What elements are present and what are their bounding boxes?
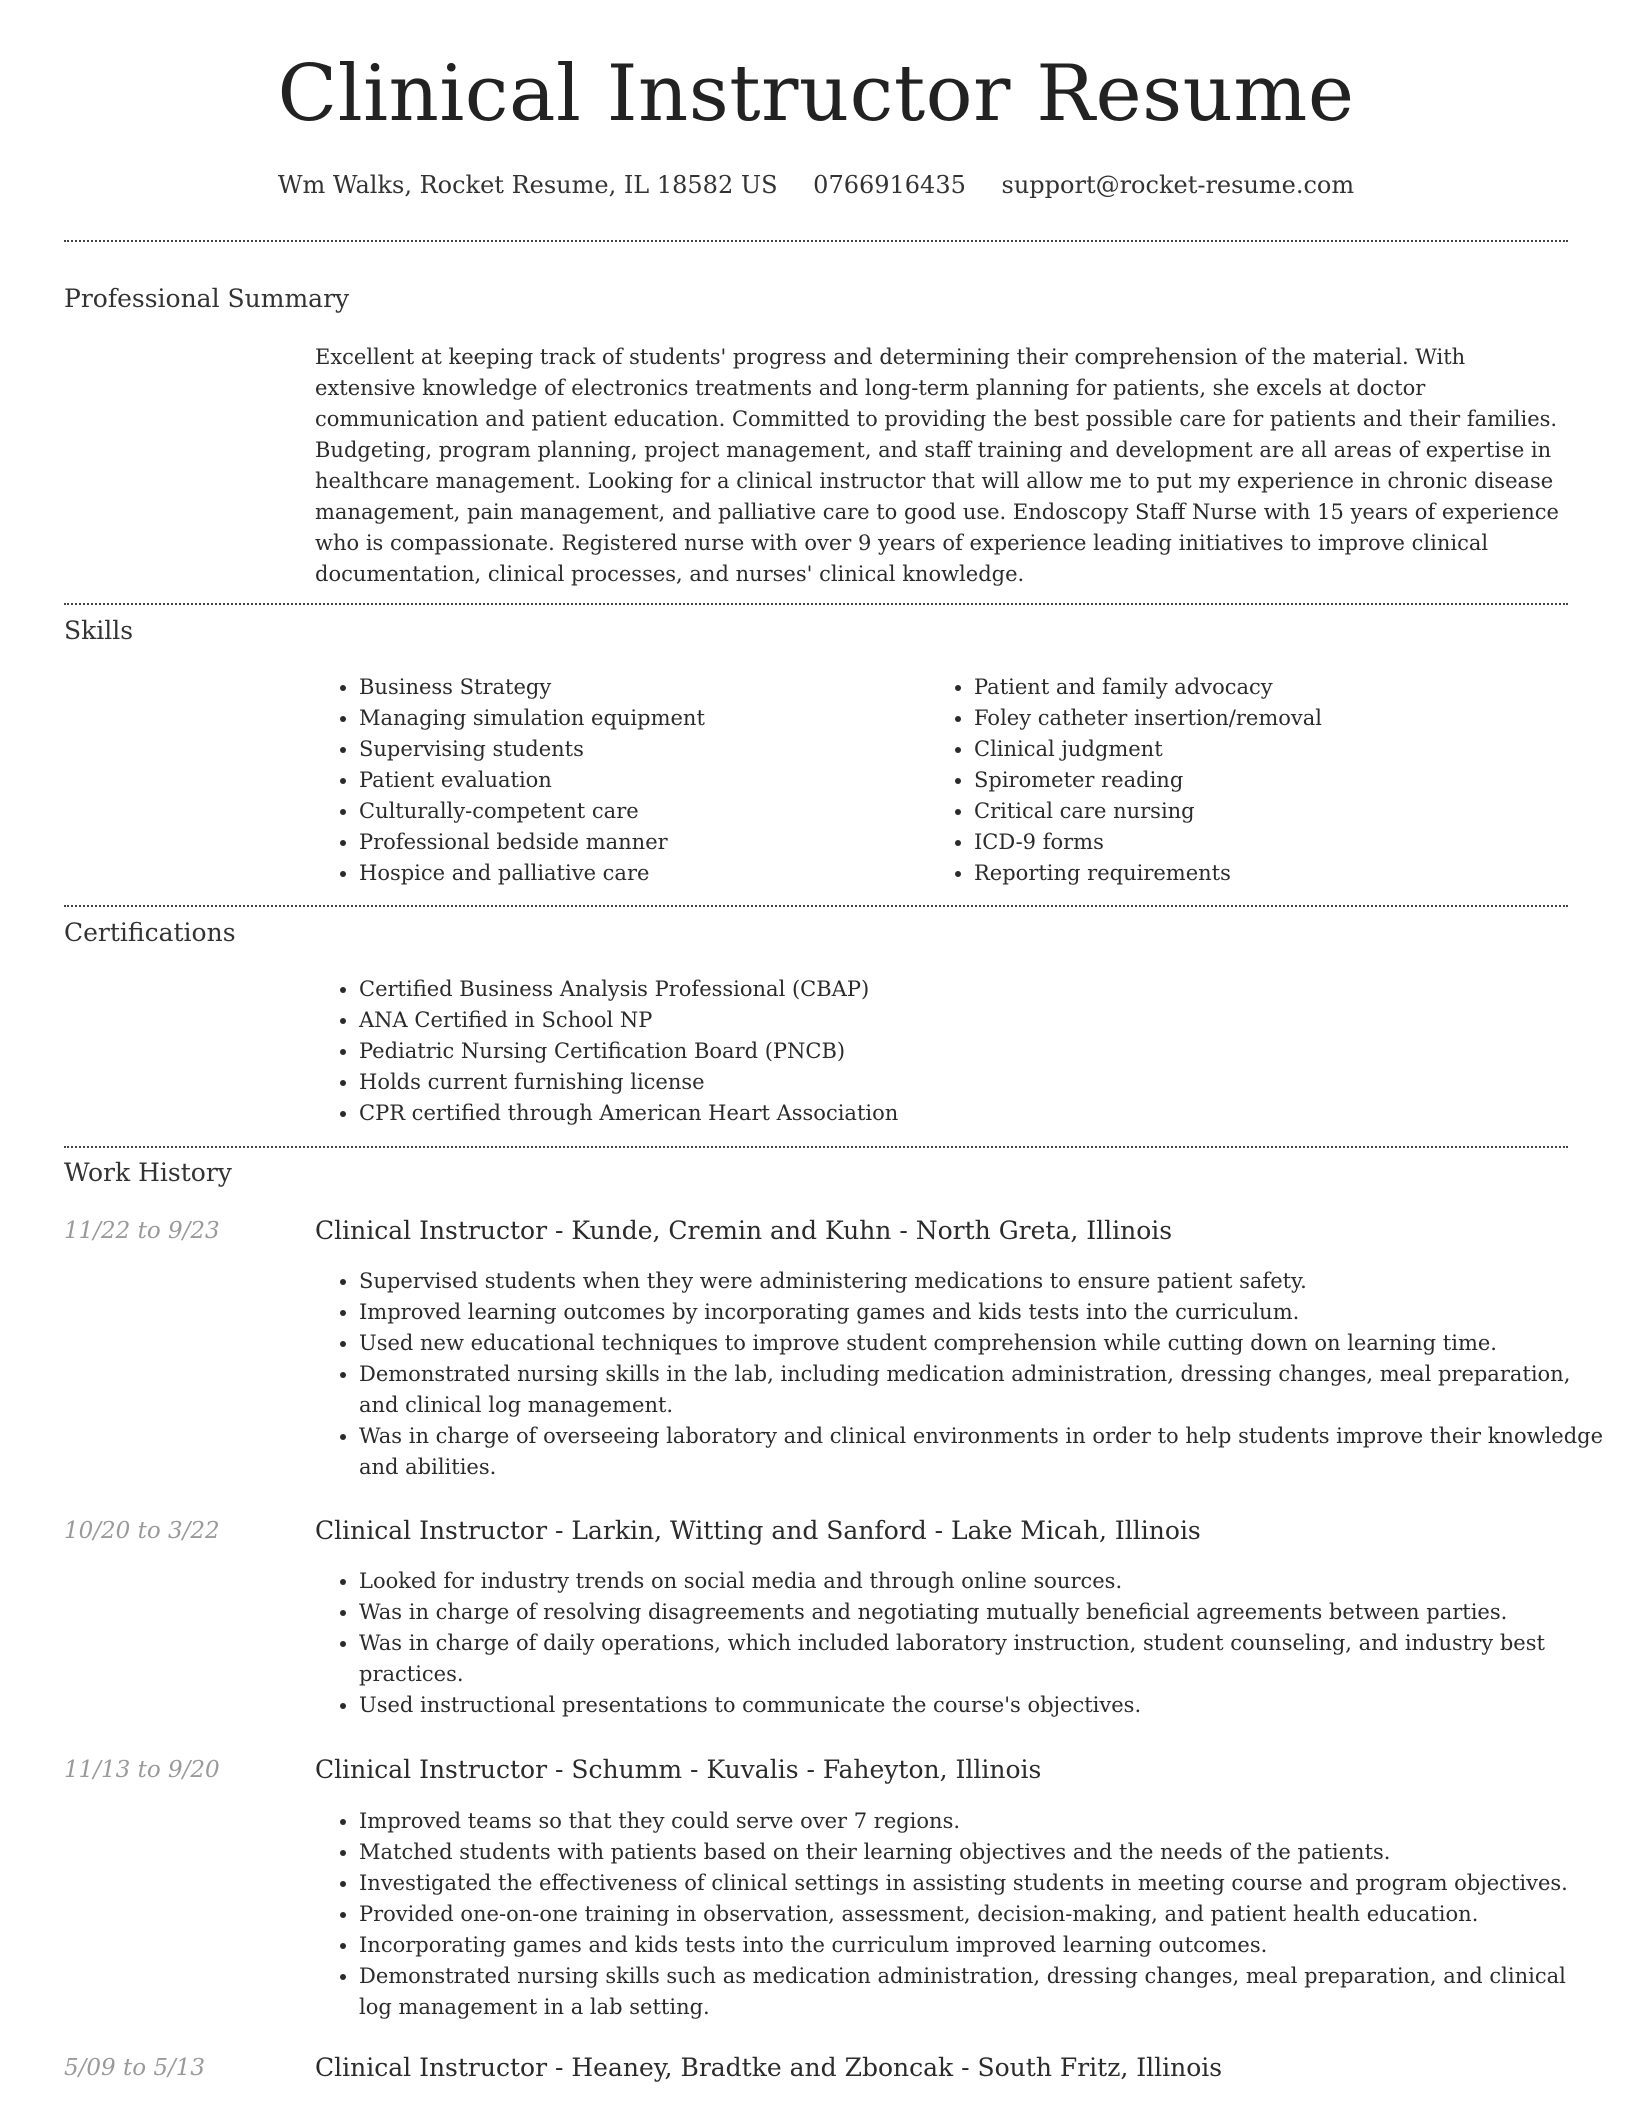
skill-item: • ICD-9 forms	[974, 827, 1594, 858]
divider	[64, 240, 1568, 242]
section-title-certifications: Certifications	[64, 918, 236, 947]
job-title: Clinical Instructor - Schumm - Kuvalis - Faheyton, Illinois	[315, 1755, 1042, 1784]
job-bullet: • Used instructional presentations to communicate the course's objectives.	[359, 1690, 1604, 1721]
job-bullet: • Was in charge of daily operations, which included laboratory instruction, student counseling, and industry best practices.	[359, 1628, 1604, 1690]
certification-item: • ANA Certified in School NP	[359, 1005, 1604, 1036]
job-bullet: • Supervised students when they were administering medications to ensure patient safety.	[359, 1266, 1604, 1297]
skill-item: • Patient evaluation	[359, 765, 919, 796]
job-dates: 11/22 to 9/23	[64, 1218, 220, 1244]
contact-email: support@rocket-resume.com	[1001, 171, 1355, 199]
section-title-skills: Skills	[64, 616, 134, 645]
skill-item: • Hospice and palliative care	[359, 858, 919, 889]
job-bullet: • Was in charge of overseeing laboratory and clinical environments in order to help students improve their knowledge and abilities.	[359, 1421, 1604, 1483]
skill-item: • Managing simulation equipment	[359, 703, 919, 734]
certification-item: • CPR certified through American Heart Association	[359, 1098, 1604, 1129]
certification-item: • Holds current furnishing license	[359, 1067, 1604, 1098]
job-dates: 11/13 to 9/20	[64, 1757, 220, 1783]
job-bullet: • Incorporating games and kids tests into the curriculum improved learning outcomes.	[359, 1930, 1604, 1961]
job-bullet: • Used new educational techniques to improve student comprehension while cutting down on learning time.	[359, 1328, 1604, 1359]
skills-list-right	[930, 672, 1594, 889]
skill-item: • Spirometer reading	[974, 765, 1594, 796]
job-title: Clinical Instructor - Kunde, Cremin and Kuhn - North Greta, Illinois	[315, 1216, 1173, 1245]
job-bullet: • Matched students with patients based on their learning objectives and the needs of the patients.	[359, 1837, 1604, 1868]
contact-phone: 0766916435	[813, 171, 966, 199]
skill-item: • Clinical judgment	[974, 734, 1594, 765]
certification-item: • Pediatric Nursing Certification Board (PNCB)	[359, 1036, 1604, 1067]
job-bullets	[315, 1266, 1604, 1483]
job-bullet: • Provided one-on-one training in observation, assessment, decision-making, and patient health education.	[359, 1899, 1604, 1930]
job-dates: 5/09 to 5/13	[64, 2055, 206, 2081]
summary-text: Excellent at keeping track of students' progress and determining their comprehension of the material. With extensive knowledge of electronics treatments and long-term planning for patients, she excels at doctor communication and patient education. Committed to providing the best possible care for patients and their families. Budgeting, program planning, project management, and staff training and development are all areas of expertise in healthcare management. Looking for a clinical instructor that will allow me to put my experience in chronic disease management, pain management, and palliative care to good use. Endoscopy Staff Nurse with 15 years of experience who is compassionate. Registered nurse with over 9 years of experience leading initiatives to improve clinical documentation, clinical processes, and nurses' clinical knowledge.	[315, 345, 1559, 586]
divider	[64, 905, 1568, 907]
job-bullet: • Improved teams so that they could serve over 7 regions.	[359, 1806, 1604, 1837]
job-title: Clinical Instructor - Larkin, Witting and Sanford - Lake Micah, Illinois	[315, 1516, 1201, 1545]
job-bullet: • Looked for industry trends on social media and through online sources.	[359, 1566, 1604, 1597]
skill-item: • Supervising students	[359, 734, 919, 765]
skill-item: • Foley catheter insertion/removal	[974, 703, 1594, 734]
contact-address: Wm Walks, Rocket Resume, IL 18582 US	[277, 171, 778, 199]
job-bullet: • Demonstrated nursing skills such as medication administration, dressing changes, meal preparation, and clinical log management in a lab setting.	[359, 1961, 1604, 2023]
resume-title: Clinical Instructor Resume	[277, 49, 1355, 139]
certifications-list	[315, 974, 1604, 1129]
skill-item: • Culturally-competent care	[359, 796, 919, 827]
contact-line	[0, 171, 1632, 199]
skills-list-left	[315, 672, 919, 889]
job-bullets	[315, 1806, 1604, 2023]
job-bullets	[315, 1566, 1604, 1721]
job-bullet: • Was in charge of resolving disagreements and negotiating mutually beneficial agreements between parties.	[359, 1597, 1604, 1628]
job-bullet: • Investigated the effectiveness of clinical settings in assisting students in meeting course and program objectives.	[359, 1868, 1604, 1899]
skill-item: • Professional bedside manner	[359, 827, 919, 858]
divider	[64, 603, 1568, 605]
skill-item: • Critical care nursing	[974, 796, 1594, 827]
job-dates: 10/20 to 3/22	[64, 1518, 220, 1544]
certification-item: • Certified Business Analysis Professional (CBAP)	[359, 974, 1604, 1005]
skill-item: • Business Strategy	[359, 672, 919, 703]
job-title: Clinical Instructor - Heaney, Bradtke and Zboncak - South Fritz, Illinois	[315, 2053, 1223, 2082]
job-bullet: • Demonstrated nursing skills in the lab, including medication administration, dressing changes, meal preparation, and clinical log management.	[359, 1359, 1604, 1421]
skill-item: • Reporting requirements	[974, 858, 1594, 889]
divider	[64, 1146, 1568, 1148]
job-bullet: • Improved learning outcomes by incorporating games and kids tests into the curriculum.	[359, 1297, 1604, 1328]
skill-item: • Patient and family advocacy	[974, 672, 1594, 703]
section-title-summary: Professional Summary	[64, 284, 350, 313]
section-title-work-history: Work History	[64, 1158, 232, 1187]
